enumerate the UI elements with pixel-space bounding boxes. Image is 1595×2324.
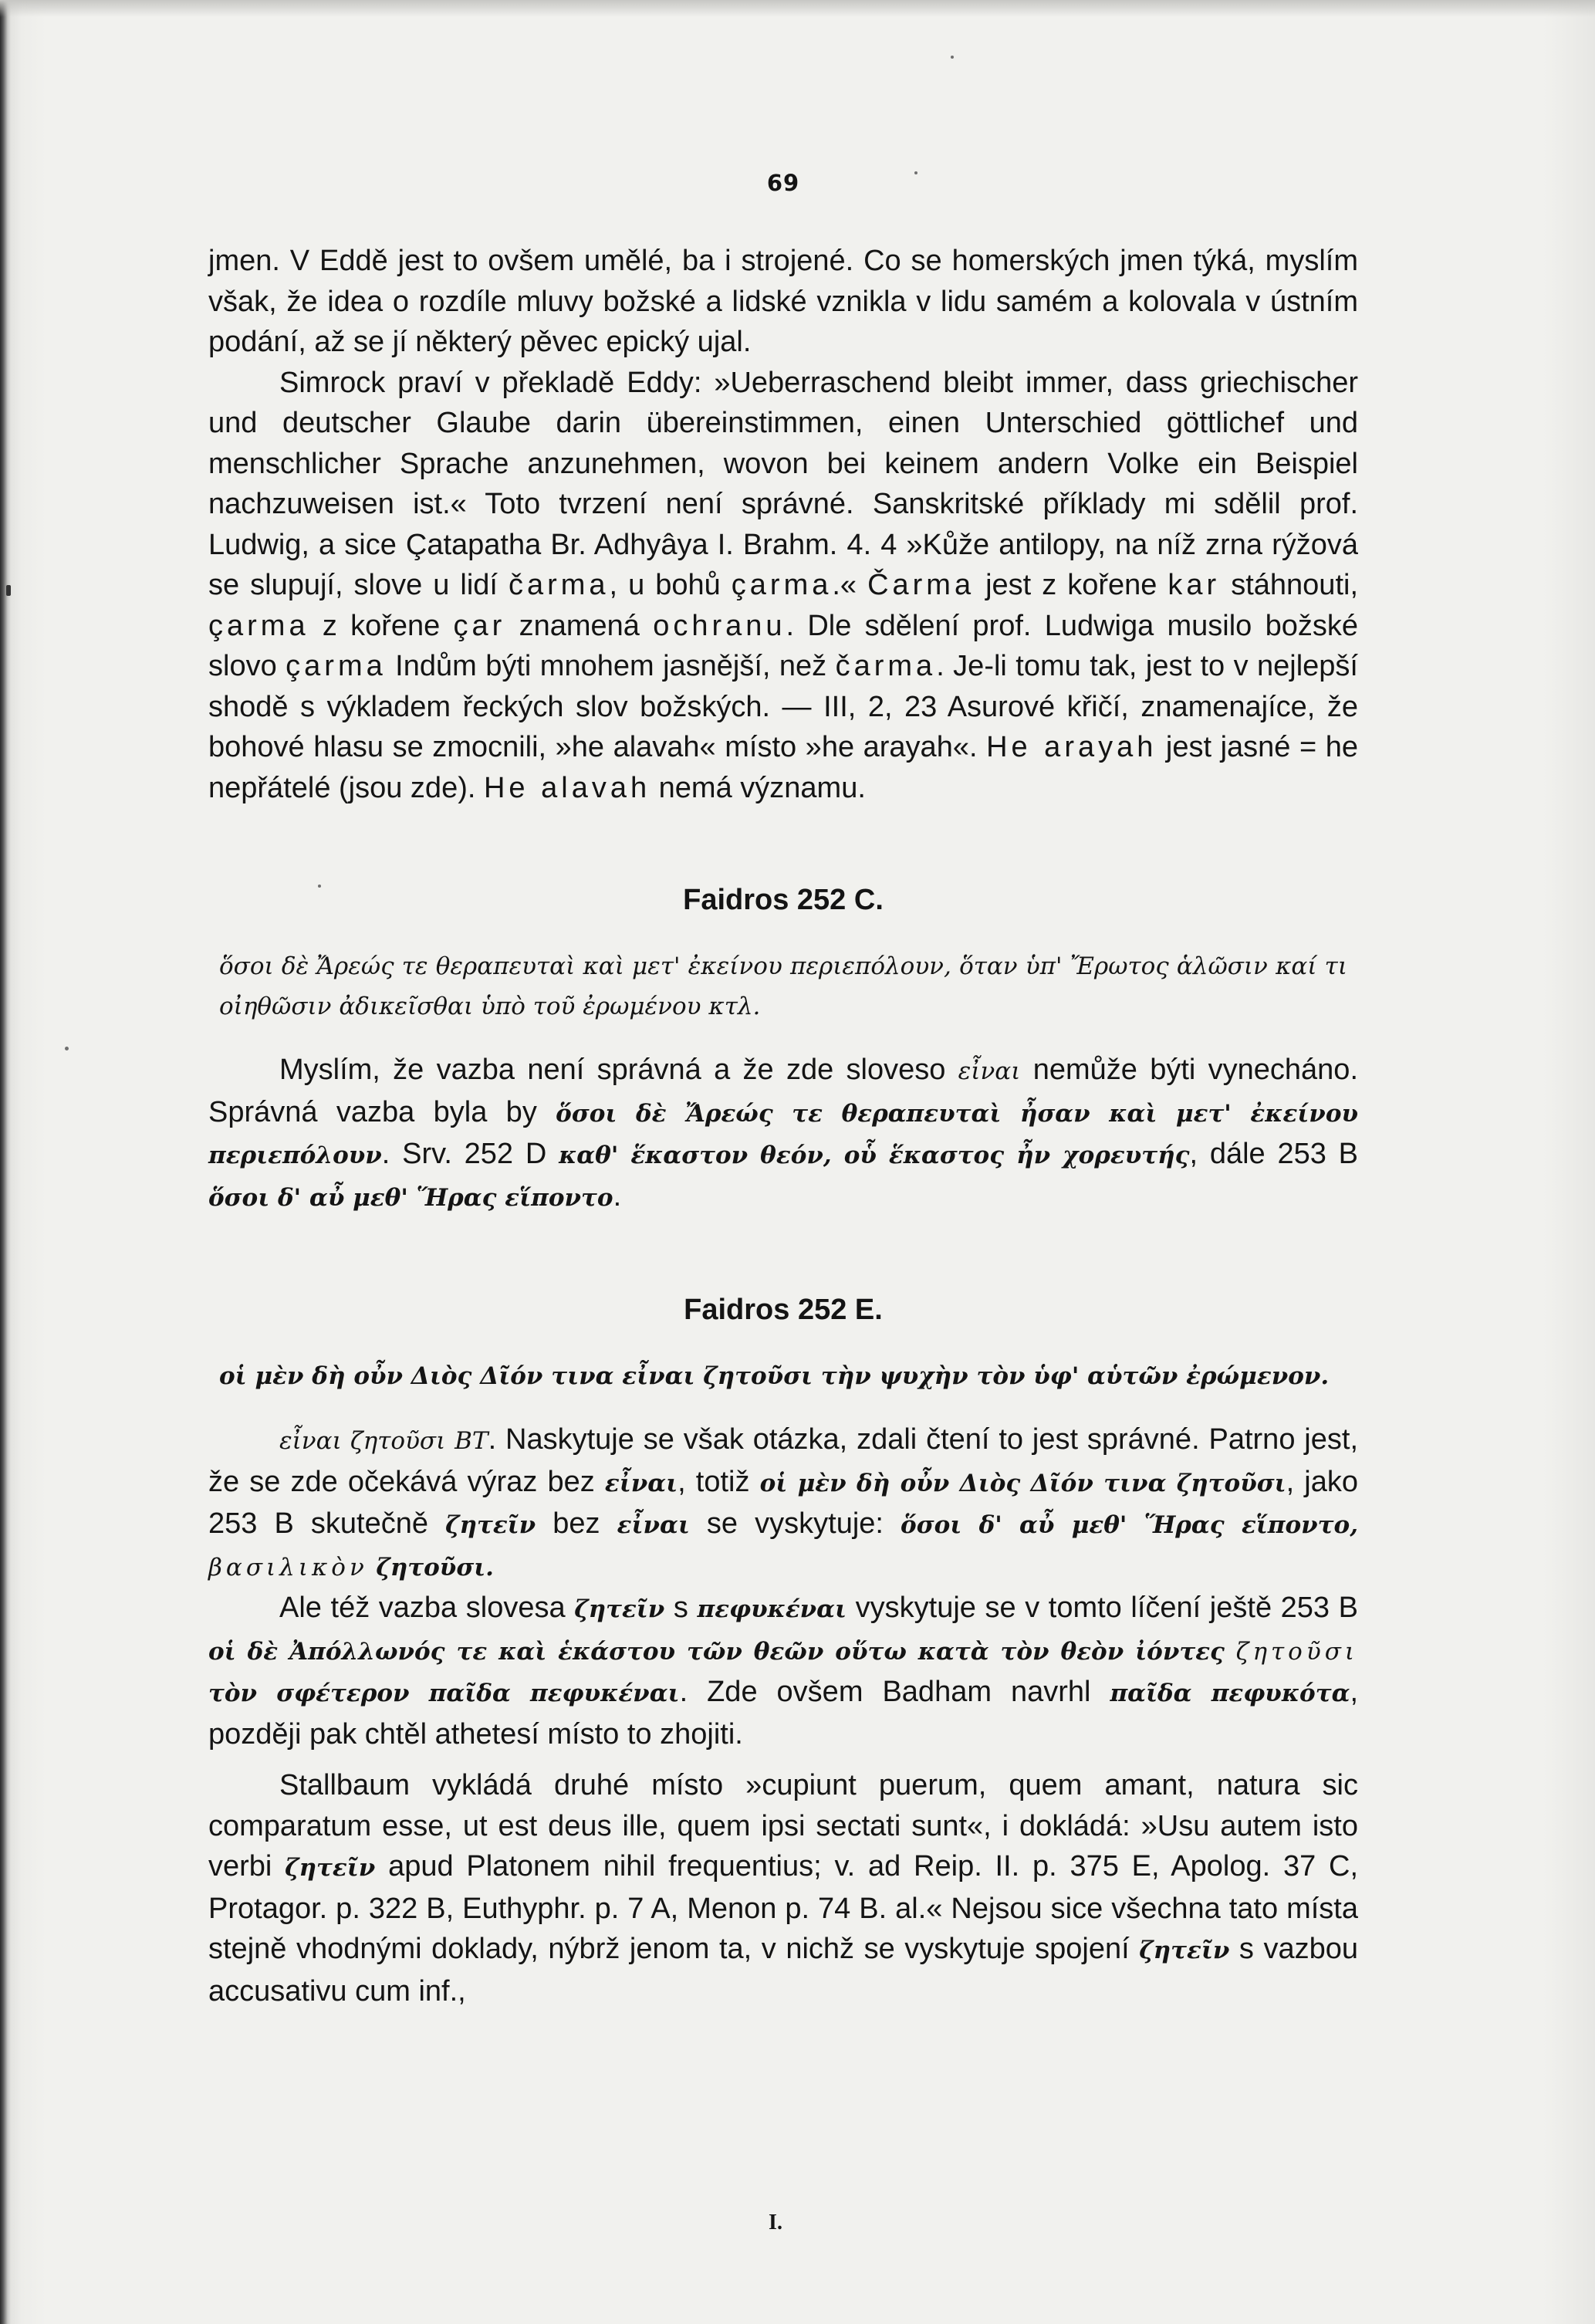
greek-term: πεφυκέναι: [697, 1595, 847, 1623]
spaced-term: çarma: [208, 609, 309, 642]
paragraph-1: [208, 241, 1358, 363]
text-run: , totiž: [678, 1465, 760, 1498]
greek-term: παῖδα πεφυκότα: [1110, 1680, 1350, 1707]
text-run: , jako 253 B skutečně: [208, 1465, 1358, 1540]
text-run: apud Platonem nihil frequentius; v. ad Reip. II. p. 375 E, Apolog. 37 C, Protagor. p. 322 B, Euthyphr. p. 7 A, Menon p. 74 B. al.« Nejsou sice všechna tato místa stejně vhodnými doklady, nýbrž jenom ta, v nichž se vyskytuje spojení: [208, 1850, 1358, 1965]
text-run: . Naskytuje se však otázka, zdali čtení to jest správné. Patrno jest, že se zde očekává výraz bez: [208, 1423, 1359, 1498]
page-content: [208, 154, 1358, 2011]
greek-term: ζητεῖν: [574, 1595, 665, 1623]
paragraph-text: jmen. V Eddě jest to ovšem umělé, ba i strojené. Co se homerských jmen týká, myslím však, že idea o rozdíle mluvy božské a lidské vznikla v lidu samém a kolovala v ústním podání, až se jí některý pěvec epický ujal.: [208, 245, 1358, 358]
text-run: jest jasné = he nepřátelé (jsou zde).: [208, 731, 1358, 804]
text-run: . Srv. 252 D: [381, 1138, 559, 1170]
text-run: znamená: [505, 609, 654, 642]
top-shadow: [0, 0, 1595, 17]
text-run: stáhnouti,: [1220, 569, 1359, 601]
text-run: , později pak chtěl athetesí místo to zhojiti.: [208, 1676, 1359, 1751]
greek-term: ζητεῖν: [445, 1511, 536, 1539]
text-run: . Zde ovšem Badham navrhl: [679, 1676, 1110, 1708]
binding-edge: [0, 0, 11, 2324]
greek-term-spaced: βασιλικὸν: [208, 1553, 368, 1581]
speck: [65, 1047, 69, 1050]
text-run: nemá významu.: [651, 771, 866, 804]
text-run: s: [664, 1592, 698, 1624]
spaced-term: čarma: [508, 569, 610, 601]
text-run: Indům býti mnohem jasnější, než: [386, 650, 836, 682]
spaced-term: Čarma: [867, 569, 975, 601]
printer-signature: I.: [769, 2211, 782, 2234]
spaced-term: He arayah: [986, 731, 1157, 763]
greek-term-spaced: ζητοῦσι: [1235, 1637, 1359, 1666]
speck: [951, 56, 954, 59]
text-run: , dále 253 B: [1189, 1138, 1358, 1170]
text-run: z kořene: [309, 609, 454, 642]
paragraph-252c: [208, 1050, 1358, 1218]
text-run: Stallbaum vykládá druhé místo »cupiunt puerum, quem amant, natura sic comparatum esse, ut est deus ille, quem ipsi sectati sunt«, i dokládá: »Usu autem isto verbi: [208, 1769, 1358, 1883]
text-run: nemůže býti vynecháno. Správná vazba byla by: [208, 1054, 1359, 1128]
text-run: s vazbou accusativu cum inf.,: [208, 1933, 1358, 2008]
greek-term: καθ' ἕκαστον θεόν, οὗ ἕκαστος ἦν χορευτής: [559, 1142, 1190, 1169]
text-run: . Dle sdělení prof. Ludwiga musilo božské slovo: [208, 609, 1358, 682]
speck: [6, 585, 11, 596]
text-run: .«: [832, 569, 868, 601]
greek-term: εἶναι: [617, 1511, 690, 1539]
section-heading-252e: Faidros 252 E.: [684, 1294, 883, 1326]
text-run: , u bohů: [609, 569, 732, 601]
greek-quote-252c: ὅσοι δὲ Ἄρεώς τε θεραπευταὶ καὶ μετ' ἐκείνου περιεπόλουν, ὅταν ὑπ' Ἔρωτος ἁλῶσιν καί τι οἰηθῶσιν ἀδικεῖσθαι ὑπὸ τοῦ ἐρωμένου κτλ.: [219, 952, 1347, 1020]
greek-term: τὸν σφέτερον παῖδα πεφυκέναι: [208, 1680, 680, 1707]
spaced-term: He alavah: [483, 771, 651, 804]
text-run: vyskytuje se v tomto líčení ještě 253 B: [846, 1592, 1358, 1624]
greek-quote-252e: οἱ μὲν δὴ οὖν Διὸς Δῖόν τινα εἶναι ζητοῦσι τὴν ψυχὴν τὸν ὑφ' αὑτῶν ἐρώμενον.: [219, 1362, 1330, 1390]
paragraph-252e-a: [208, 1419, 1358, 1588]
greek-term: ὅσοι δ' αὖ μεθ' Ἥρας εἵποντο: [208, 1183, 613, 1212]
paragraph-252e-c: [208, 1765, 1358, 2011]
manuscript-sigla: BT: [455, 1427, 488, 1455]
text-run: jest z kořene: [975, 569, 1168, 601]
greek-term: οἱ μὲν δὴ οὖν Διὸς Δῖόν τινα ζητοῦσι: [759, 1469, 1286, 1497]
spaced-term: çarma: [286, 650, 387, 682]
text-run: . Je-li tomu tak, jest to v nejlepší shodě s výkladem řeckých slov božských. — III, 2, 23 Asurové křičí, znamenajíce, že bohové hlasu se zmocnili, »he alavah« místo »he arayah«.: [208, 650, 1358, 763]
paragraph-252e-b: [208, 1588, 1358, 1754]
text-run: Myslím, že vazba není správná a že zde sloveso: [279, 1054, 958, 1086]
spaced-term: kar: [1168, 569, 1221, 601]
spaced-term: çarma: [731, 569, 833, 601]
greek-term: οἱ δὲ Ἀπόλλωνός τε καὶ ἑκάστου τῶν θεῶν οὕτω κατὰ τὸν θεὸν ἰόντες: [208, 1637, 1225, 1666]
paragraph-2: [208, 363, 1358, 809]
spaced-term: ochranu: [653, 609, 786, 642]
text-run: se vyskytuje:: [689, 1507, 901, 1540]
greek-term: εἶναι ζητοῦσι: [279, 1427, 446, 1455]
spaced-term: čarma: [835, 650, 937, 682]
greek-term: εἶναι: [958, 1057, 1021, 1085]
text-run: Ale též vazba slovesa: [279, 1592, 575, 1624]
greek-term: ὅσοι δὲ Ἄρεώς τε θεραπευταὶ ἦσαν καὶ μετ' ἐκείνου περιεπόλουν: [208, 1099, 1358, 1169]
greek-term: εἶναι: [604, 1469, 678, 1497]
text-run: Simrock praví v překladě Eddy: »Ueberraschend bleibt immer, dass griechischer und deutscher Glaube darin übereinstimmen, einen Unterschied göttlichef und menschlicher Sprache anzunehmen, wovon bei keinem andern Volke ein Beispiel nachzuweisen ist.« Toto tvrzení není správné. Sanskritské příklady mi sdělil prof. Ludwig, a sice Çatapatha Br. Adhyâya I. Brahm. 4. 4 »Kůže antilopy, na níž zrna rýžová se slupují, slove u lidí: [208, 366, 1358, 601]
greek-term: ζητεῖν: [285, 1854, 376, 1882]
text-run: bez: [536, 1507, 617, 1540]
greek-term: ὅσοι δ' αὖ μεθ' Ἥρας εἵποντο,: [901, 1511, 1358, 1539]
greek-term: ζητοῦσι.: [376, 1553, 494, 1581]
page-number: 69: [766, 170, 800, 196]
greek-term: ζητεῖν: [1139, 1937, 1230, 1964]
section-heading-252c: Faidros 252 C.: [683, 884, 884, 916]
text-run: .: [613, 1179, 622, 1213]
spaced-term: çar: [453, 609, 506, 642]
